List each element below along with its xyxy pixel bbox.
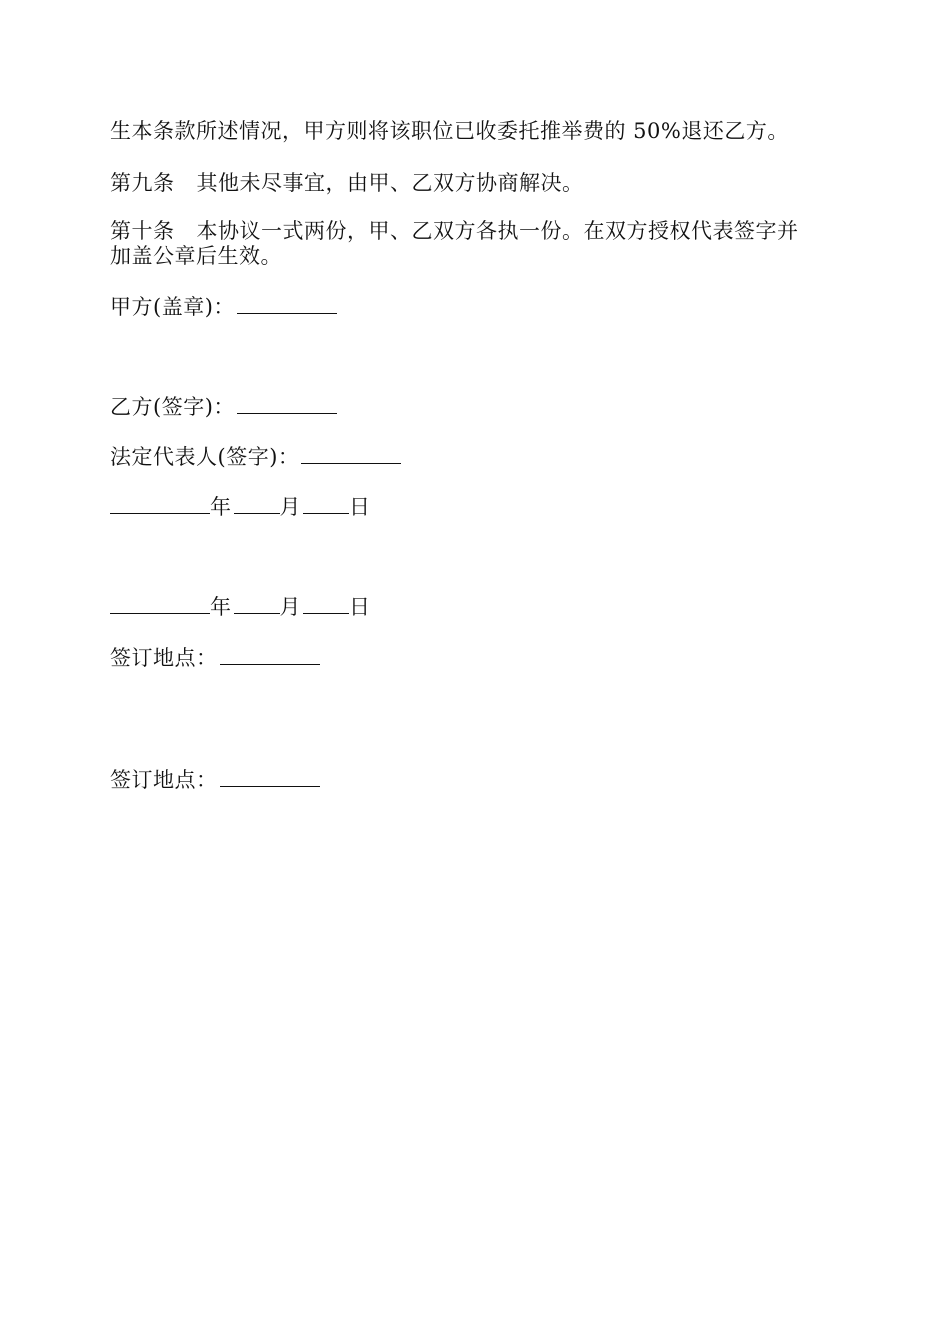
paragraph-continuation <box>110 118 789 144</box>
party-b-label: 乙方(签字)： <box>110 395 235 419</box>
date-line-a <box>110 494 371 520</box>
date-line-b <box>110 594 371 620</box>
month-blank[interactable] <box>234 512 280 514</box>
legal-rep-blank[interactable] <box>301 462 401 464</box>
year-blank[interactable] <box>110 612 210 614</box>
article-10-text-line1: 本协议一式两份，甲、乙双方各执一份。在双方授权代表签字并 <box>196 219 799 243</box>
sign-place-label: 签订地点： <box>110 646 218 670</box>
legal-rep-signature <box>110 444 401 470</box>
month-label: 月 <box>279 495 301 519</box>
day-label: 日 <box>349 595 371 619</box>
article-9-text: 其他未尽事宜，由甲、乙双方协商解决。 <box>196 171 584 195</box>
legal-rep-label: 法定代表人(签字)： <box>110 445 300 469</box>
sign-place-a <box>110 645 320 671</box>
month-label: 月 <box>279 595 301 619</box>
month-blank[interactable] <box>234 612 280 614</box>
party-b-signature <box>110 394 337 420</box>
article-10-text-line2: 加盖公章后生效。 <box>110 244 282 268</box>
party-b-blank[interactable] <box>237 412 337 414</box>
day-label: 日 <box>349 495 371 519</box>
article-10-heading: 第十条 <box>110 219 175 243</box>
paragraph-text: 生本条款所述情况，甲方则将该职位已收委托推举费的 50%退还乙方。 <box>110 119 789 143</box>
sign-place-b <box>110 767 320 793</box>
article-10-line1 <box>110 219 850 244</box>
sign-place-label: 签订地点： <box>110 768 218 792</box>
article-10 <box>110 219 850 269</box>
year-label: 年 <box>210 495 232 519</box>
party-a-label: 甲方(盖章)： <box>110 295 235 319</box>
article-9-heading: 第九条 <box>110 171 175 195</box>
day-blank[interactable] <box>303 612 349 614</box>
year-blank[interactable] <box>110 512 210 514</box>
day-blank[interactable] <box>303 512 349 514</box>
sign-place-blank[interactable] <box>220 785 320 787</box>
sign-place-blank[interactable] <box>220 663 320 665</box>
party-a-signature <box>110 294 337 320</box>
article-9 <box>110 170 584 196</box>
party-a-blank[interactable] <box>237 312 337 314</box>
year-label: 年 <box>210 595 232 619</box>
